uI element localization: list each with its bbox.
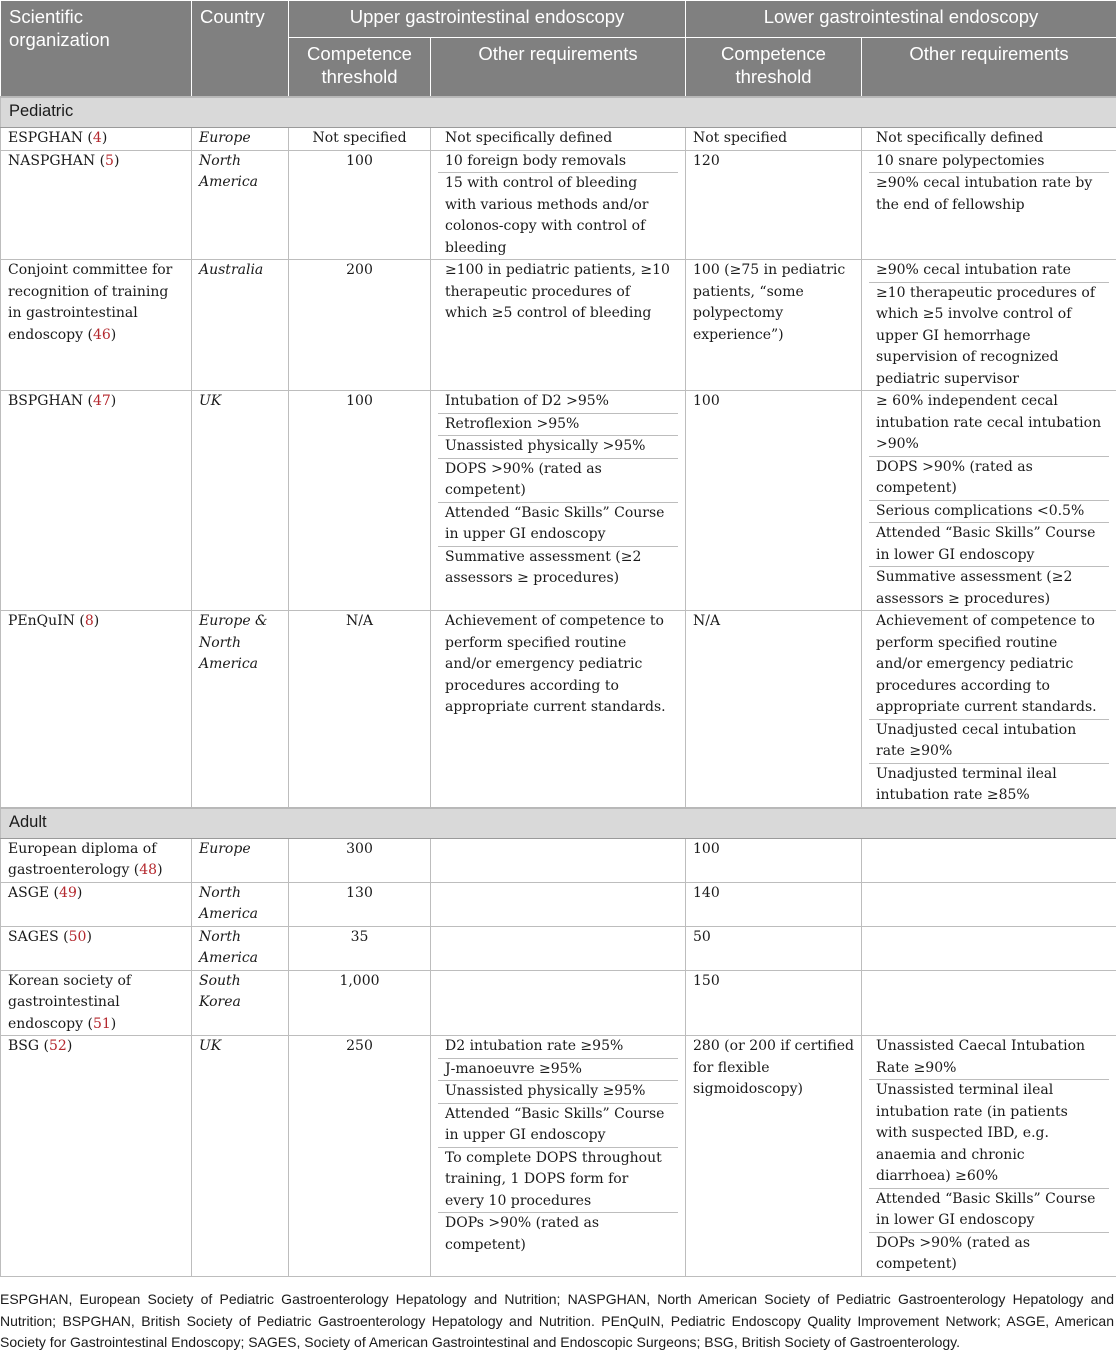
table-row [1, 882, 1116, 926]
country-cell: South Korea [192, 970, 289, 1036]
reference-link[interactable]: 47 [92, 393, 111, 409]
requirement-item: ≥10 therapeutic procedures of which ≥5 involve control of upper GI hemorrhage supervision of recognized pediatric supervisor [876, 284, 1096, 387]
organization-name-end: ) [76, 884, 83, 901]
requirement-item: D2 intubation rate ≥95% [438, 1036, 678, 1059]
table-row [1, 391, 1116, 611]
lower-threshold-cell: 100 [686, 838, 862, 882]
upper-other-cell [431, 882, 686, 926]
lower-other-cell [862, 611, 1116, 808]
table-footnote: ESPGHAN, European Society of Pediatric Gastroenterology Hepatology and Nutrition; NASPGHAN, North American Society of Pediatric Gastroenterology Hepatology and Nutrition; BSPGHAN, British Society of Pediatric Gastroenterology Hepatology and Nutrition. PEnQuIN, Pediatric Endoscopy Quality Improvement Network; ASGE, American Society for Gastrointestinal Endoscopy; SAGES, Society of American Gastrointestinal and Endoscopic Surgeons; BSG, British Society of Gastroenterology. [0, 1291, 1114, 1350]
organization-cell [1, 882, 192, 926]
organization-cell [1, 970, 192, 1036]
requirement-item: J-manoeuvre ≥95% [438, 1059, 678, 1082]
lower-other-cell [862, 1036, 1116, 1277]
organization-cell [1, 260, 192, 391]
organization-name-end: ) [110, 326, 117, 343]
organization-name-end: ) [93, 613, 100, 629]
lower-threshold-cell: Not specified [686, 128, 862, 151]
lower-other-cell [862, 926, 1116, 970]
requirements-list [438, 260, 678, 325]
requirement-item: Serious complications <0.5% [869, 501, 1109, 524]
table-body [1, 97, 1116, 1276]
requirement-item: 10 snare polypectomies [869, 151, 1109, 174]
lower-other-cell [862, 150, 1116, 260]
lower-other-cell [862, 970, 1116, 1036]
upper-other-cell [431, 838, 686, 882]
table-row [1, 611, 1116, 808]
lower-other-cell [862, 882, 1116, 926]
upper-threshold-cell: 100 [289, 150, 431, 260]
header-lower-competence-threshold: Competence threshold [686, 38, 862, 98]
upper-threshold-cell: 100 [289, 391, 431, 611]
header-upper-other-requirements: Other requirements [431, 38, 686, 98]
reference-link[interactable]: 50 [68, 928, 87, 945]
organization-name-end: ) [110, 393, 117, 409]
organization-name: NASPGHAN ( [8, 152, 106, 169]
requirement-item: ≥ 60% independent cecal intubation rate cecal intubation >90% [869, 391, 1109, 457]
requirement-item: Unassisted Caecal Intubation Rate ≥90% [869, 1036, 1109, 1080]
requirement-item: DOPS >90% (rated as competent) [869, 457, 1109, 501]
lower-threshold-cell: 100 [686, 391, 862, 611]
table-row [1, 970, 1116, 1036]
table-row [1, 260, 1116, 391]
requirement-item: DOPs >90% (rated as competent) [445, 1215, 600, 1253]
requirement-item: Unassisted physically ≥95% [438, 1081, 678, 1104]
country-cell: UK [192, 1036, 289, 1277]
lower-threshold-cell: 140 [686, 882, 862, 926]
table-row [1, 150, 1116, 260]
table-row [1, 128, 1116, 151]
header-upper-gi: Upper gastrointestinal endoscopy [289, 1, 686, 38]
header-lower-gi: Lower gastrointestinal endoscopy [686, 1, 1116, 38]
requirement-item: ≥90% cecal intubation rate [869, 260, 1109, 283]
organization-name-end: ) [110, 1015, 117, 1032]
upper-other-cell [431, 970, 686, 1036]
organization-name: Korean society of gastrointestinal endoscopy ( [8, 972, 132, 1032]
country-cell: North America [192, 882, 289, 926]
requirement-item: Intubation of D2 >95% [438, 391, 678, 414]
organization-cell [1, 838, 192, 882]
organization-cell [1, 391, 192, 611]
country-cell: Australia [192, 260, 289, 391]
country-cell: Europe [192, 128, 289, 151]
requirement-item: Unadjusted terminal ileal intubation rate ≥85% [876, 765, 1057, 803]
organization-name-end: ) [86, 928, 92, 945]
upper-other-cell [431, 391, 686, 611]
requirements-list [869, 128, 1109, 150]
upper-other-cell [431, 611, 686, 808]
requirements-list [869, 151, 1109, 217]
requirement-item: Unassisted terminal ileal intubation rate (in patients with suspected IBD, e.g. anaemia and chronic diarrhoea) ≥60% [869, 1080, 1109, 1189]
organization-cell [1, 150, 192, 260]
reference-link[interactable]: 51 [92, 1015, 111, 1032]
organization-cell [1, 926, 192, 970]
requirement-item: Attended “Basic Skills” Course in upper GI endoscopy [438, 1104, 678, 1148]
requirement-item: Not specifically defined [445, 130, 613, 146]
upper-other-cell [431, 150, 686, 260]
table-header [1, 1, 1116, 98]
lower-threshold-cell: 150 [686, 970, 862, 1036]
requirement-item: To complete DOPS throughout training, 1 DOPS form for every 10 procedures [438, 1148, 678, 1214]
organization-name: BSG ( [8, 1038, 49, 1054]
upper-other-cell [431, 1036, 686, 1277]
country-cell: North America [192, 926, 289, 970]
requirements-list [869, 260, 1109, 390]
upper-threshold-cell: Not specified [289, 128, 431, 151]
reference-link[interactable]: 4 [92, 130, 102, 146]
header-scientific-organization: Scientific organization [1, 1, 192, 98]
organization-name-end: ) [101, 130, 108, 146]
organization-name: PEnQuIN ( [8, 613, 85, 629]
requirements-list [438, 391, 678, 590]
organization-cell [1, 1036, 192, 1277]
reference-link[interactable]: 48 [139, 862, 158, 878]
section-adult: Adult [1, 808, 1116, 839]
reference-link[interactable]: 5 [105, 152, 114, 169]
upper-other-cell [431, 260, 686, 391]
reference-link[interactable]: 52 [48, 1038, 67, 1054]
requirement-item: Achievement of competence to perform specified routine and/or emergency pediatric procedures according to appropriate current standards. [869, 611, 1109, 720]
header-country: Country [192, 1, 289, 98]
requirement-item: Unassisted physically >95% [438, 436, 678, 459]
requirement-item: Achievement of competence to perform specified routine and/or emergency pediatric procedures according to appropriate current standards. [445, 613, 666, 715]
requirement-item: DOPs >90% (rated as competent) [876, 1234, 1031, 1272]
requirement-item: Not specifically defined [876, 130, 1044, 146]
organization-cell [1, 611, 192, 808]
upper-threshold-cell: 300 [289, 838, 431, 882]
requirement-item: Summative assessment (≥2 assessors ≥ procedures) [445, 548, 642, 586]
upper-threshold-cell: 200 [289, 260, 431, 391]
upper-other-cell [431, 128, 686, 151]
organization-name: European diploma of gastroenterology ( [8, 840, 157, 878]
table-row [1, 1036, 1116, 1277]
lower-threshold-cell: N/A [686, 611, 862, 808]
lower-threshold-cell: 280 (or 200 if certified for flexible sigmoidoscopy) [686, 1036, 862, 1277]
country-cell: Europe [192, 838, 289, 882]
requirements-list [869, 391, 1109, 610]
reference-link[interactable]: 49 [59, 884, 77, 901]
organization-name: SAGES ( [8, 928, 69, 945]
organization-name-end: ) [66, 1038, 73, 1054]
organization-name: BSPGHAN ( [8, 393, 93, 409]
requirement-item: Attended “Basic Skills” Course in lower GI endoscopy [869, 523, 1109, 567]
lower-threshold-cell: 100 (≥75 in pediatric patients, “some polypectomy experience”) [686, 260, 862, 391]
upper-other-cell [431, 926, 686, 970]
lower-other-cell [862, 838, 1116, 882]
upper-threshold-cell: 130 [289, 882, 431, 926]
organization-name: Conjoint committee for recognition of training in gastrointestinal endoscopy ( [8, 262, 173, 343]
country-cell: Europe & North America [192, 611, 289, 808]
organization-cell [1, 128, 192, 151]
requirements-list [438, 151, 678, 260]
section-pediatric: Pediatric [1, 97, 1116, 128]
lower-threshold-cell: 50 [686, 926, 862, 970]
lower-threshold-cell: 120 [686, 150, 862, 260]
organization-name: ESPGHAN ( [8, 130, 93, 146]
country-cell: UK [192, 391, 289, 611]
requirement-item: Attended “Basic Skills” Course in upper GI endoscopy [438, 503, 678, 547]
reference-link[interactable]: 46 [92, 326, 111, 343]
requirement-item: Retroflexion >95% [438, 414, 678, 437]
organization-name-end: ) [157, 862, 163, 878]
requirement-item: 10 foreign body removals [438, 151, 678, 174]
table-row [1, 926, 1116, 970]
requirement-item: DOPS >90% (rated as competent) [438, 459, 678, 503]
upper-threshold-cell: 1,000 [289, 970, 431, 1036]
requirement-item: Attended “Basic Skills” Course in lower GI endoscopy [869, 1189, 1109, 1233]
reference-link[interactable]: 8 [84, 613, 94, 629]
requirements-list [438, 128, 678, 150]
upper-threshold-cell: N/A [289, 611, 431, 808]
lower-other-cell [862, 260, 1116, 391]
table-row [1, 838, 1116, 882]
country-cell: North America [192, 150, 289, 260]
organization-name-end: ) [113, 152, 120, 169]
header-lower-other-requirements: Other requirements [862, 38, 1116, 98]
lower-other-cell [862, 128, 1116, 151]
requirement-item: Summative assessment (≥2 assessors ≥ procedures) [876, 569, 1073, 607]
requirements-list [869, 1036, 1109, 1276]
requirements-list [438, 1036, 678, 1256]
upper-threshold-cell: 250 [289, 1036, 431, 1277]
lower-other-cell [862, 391, 1116, 611]
upper-threshold-cell: 35 [289, 926, 431, 970]
requirement-item: Unadjusted cecal intubation rate ≥90% [869, 720, 1109, 764]
requirement-item: 15 with control of bleeding with various methods and/or colonos-copy with control of bleeding [445, 175, 649, 256]
requirements-list [438, 611, 678, 719]
requirement-item: ≥90% cecal intubation rate by the end of fellowship [876, 175, 1093, 213]
requirement-item: ≥100 in pediatric patients, ≥10 therapeutic procedures of which ≥5 control of bleeding [445, 262, 670, 321]
header-upper-competence-threshold: Competence threshold [289, 38, 431, 98]
requirements-list [869, 611, 1109, 807]
organization-name: ASGE ( [8, 884, 60, 901]
